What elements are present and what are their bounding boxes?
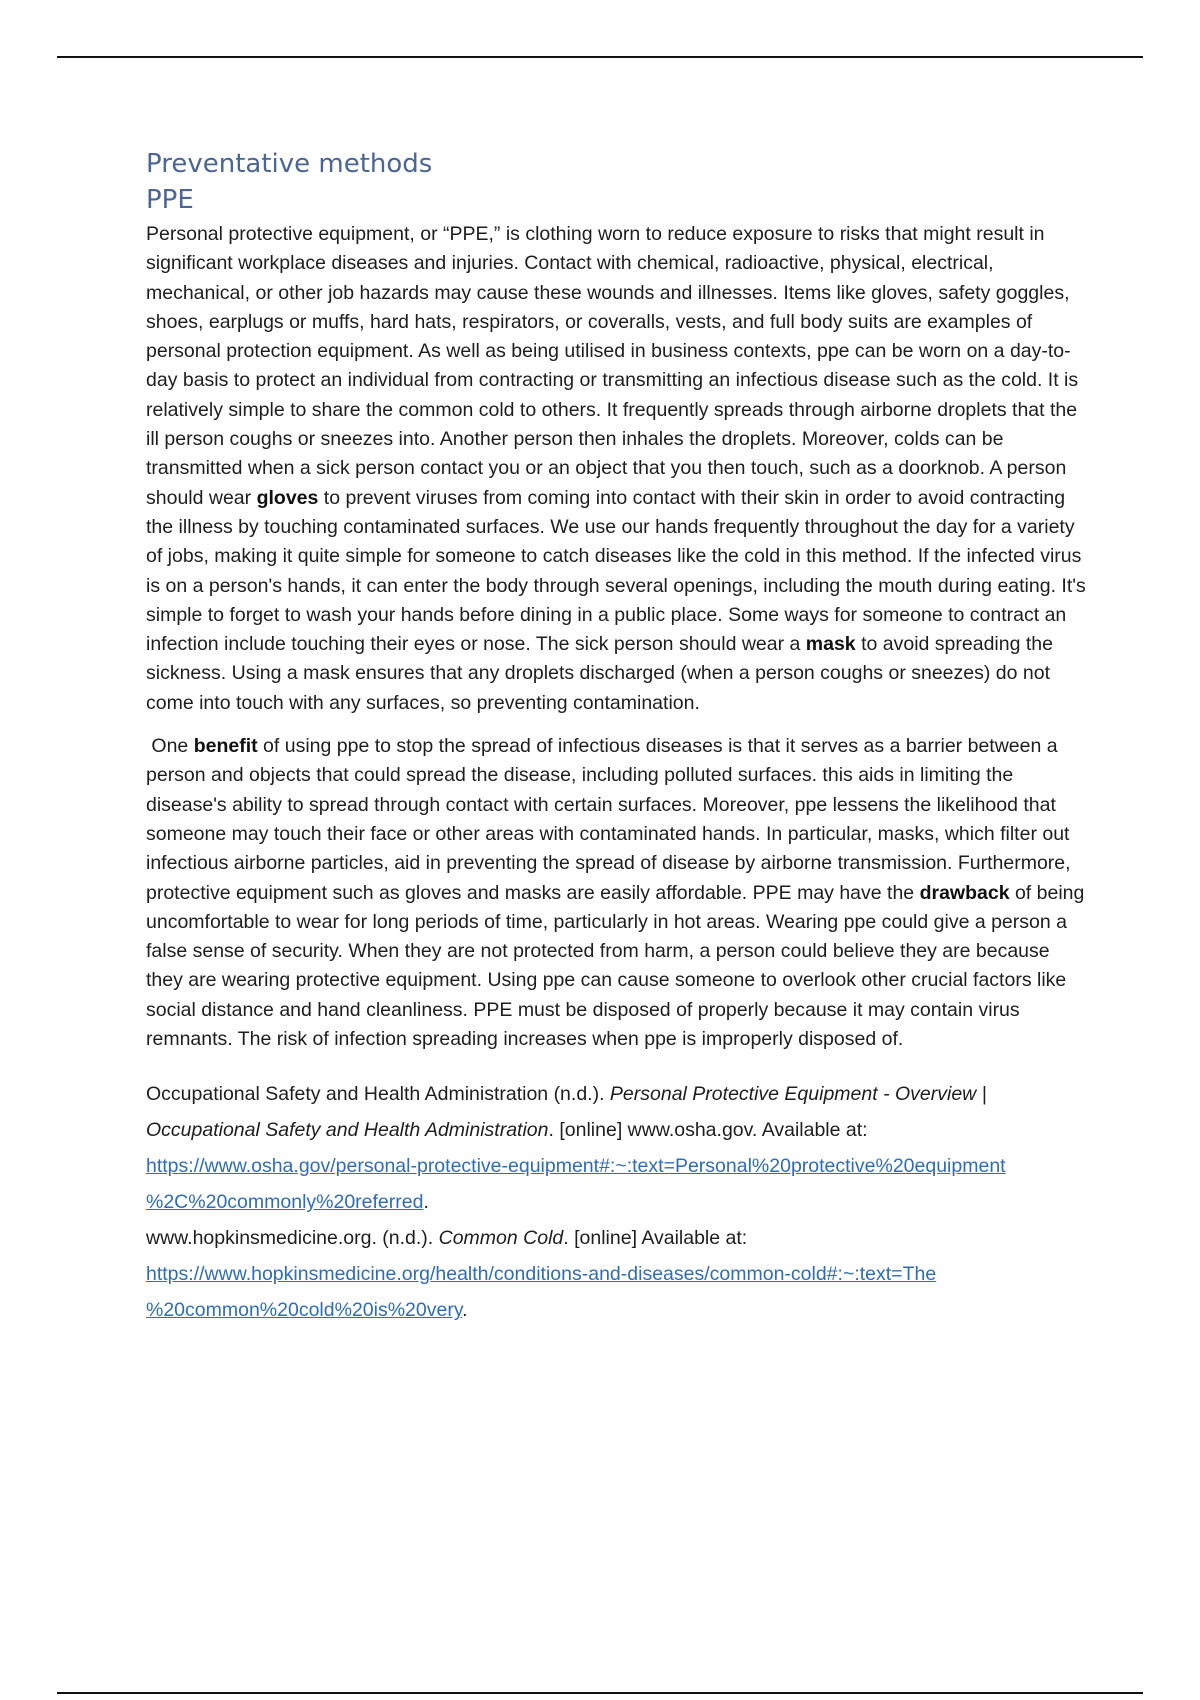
reference-osha	[146, 1076, 1090, 1220]
reference-link-hopkins[interactable]: https://www.hopkinsmedicine.org/health/conditions-and-diseases/common-cold#:~:text=The	[146, 1263, 937, 1286]
reference-end: .	[462, 1299, 468, 1322]
reference-author: Occupational Safety and Health Administration (n.d.).	[146, 1083, 610, 1106]
reference-source: . [online] www.osha.gov. Available at:	[548, 1119, 868, 1142]
paragraph-text: to avoid spreading the sickness. Using a mask ensures that any droplets discharged (when a person coughs or sneezes) do not come into touch with any surfaces, so preventing contamination.	[146, 633, 1053, 714]
reference-source: . [online] Available at:	[563, 1227, 748, 1250]
document-body	[146, 146, 1090, 1328]
paragraph-text: Personal protective equipment, or “PPE,” is clothing worn to reduce exposure to risks that might result in significant workplace diseases and injuries. Contact with chemical, radioactive, physical, electrical, mechanical, or other job hazards may cause these wounds and illnesses. Items like gloves, safety goggles, shoes, earplugs or muffs, hard hats, respirators, or coveralls, vests, and full body suits are examples of personal protection equipment. As well as being utilised in business contexts, ppe can be worn on a day-to-day basis to protect an individual from contracting or transmitting an infectious disease such as the cold. It is relatively simple to share the common cold to others. It frequently spreads through airborne droplets that the ill person coughs or sneezes into. Another person then inhales the droplets. Moreover, colds can be transmitted when a sick person contact you or an object that you then touch, such as a doorknob. A person should wear	[146, 223, 1079, 509]
reference-author: www.hopkinsmedicine.org. (n.d.).	[146, 1227, 439, 1250]
subsection-heading: PPE	[146, 185, 194, 215]
reference-hopkins	[146, 1220, 1090, 1328]
reference-link-osha-continued[interactable]: %2C%20commonly%20referred	[146, 1191, 424, 1214]
bold-term-drawback: drawback	[919, 881, 1010, 904]
paragraph-text: of being uncomfortable to wear for long periods of time, particularly in hot areas. Wearing ppe could give a person a false sense of security. When they are not protected from harm, a person could believe they are because they are wearing protective equipment. Using ppe can cause someone to overlook other crucial factors like social distance and hand cleanliness. PPE must be disposed of properly because it may contain virus remnants. The risk of infection spreading increases when ppe is improperly disposed of.	[146, 881, 1085, 1051]
reference-end: .	[423, 1191, 429, 1214]
reference-title: Personal Protective Equipment - Overview | Occupational Safety and Health Administration	[146, 1083, 987, 1142]
bold-term-benefit: benefit	[193, 735, 258, 758]
bold-term-gloves: gloves	[256, 486, 319, 509]
section-heading: Preventative methods	[146, 149, 433, 179]
reference-title: Common Cold	[438, 1227, 564, 1250]
paragraph-text: of using ppe to stop the spread of infectious diseases is that it serves as a barrier between a person and objects that could spread the disease, including polluted surfaces. this aids in limiting the disease's ability to spread through contact with certain surfaces. Moreover, ppe lessens the likelihood that someone may touch their face or other areas with contaminated hands. In particular, masks, which filter out infectious airborne particles, aid in preventing the spread of disease by airborne transmission. Furthermore, protective equipment such as gloves and masks are easily affordable. PPE may have the	[146, 735, 1071, 904]
paragraph-benefits-drawbacks	[146, 732, 1090, 1054]
paragraph-text: One	[146, 735, 194, 758]
bold-term-mask: mask	[805, 633, 856, 656]
header-rule	[57, 56, 1143, 58]
paragraph-text: to prevent viruses from coming into contact with their skin in order to avoid contracting the illness by touching contaminated surfaces. We use our hands frequently throughout the day for a variety of jobs, making it quite simple for someone to catch diseases like the cold in this method. If the infected virus is on a person's hands, it can enter the body through several openings, including the mouth during eating. It's simple to forget to wash your hands before dining in a public place. Some ways for someone to contract an infection include touching their eyes or nose. The sick person should wear a	[146, 486, 1086, 656]
reference-link-osha[interactable]: https://www.osha.gov/personal-protective-equipment#:~:text=Personal%20protective%20equipment	[146, 1155, 1006, 1178]
reference-list	[146, 1076, 1090, 1328]
paragraph-ppe-description	[146, 220, 1090, 718]
footer-rule	[57, 1692, 1143, 1694]
reference-link-hopkins-continued[interactable]: %20common%20cold%20is%20very	[146, 1299, 463, 1322]
